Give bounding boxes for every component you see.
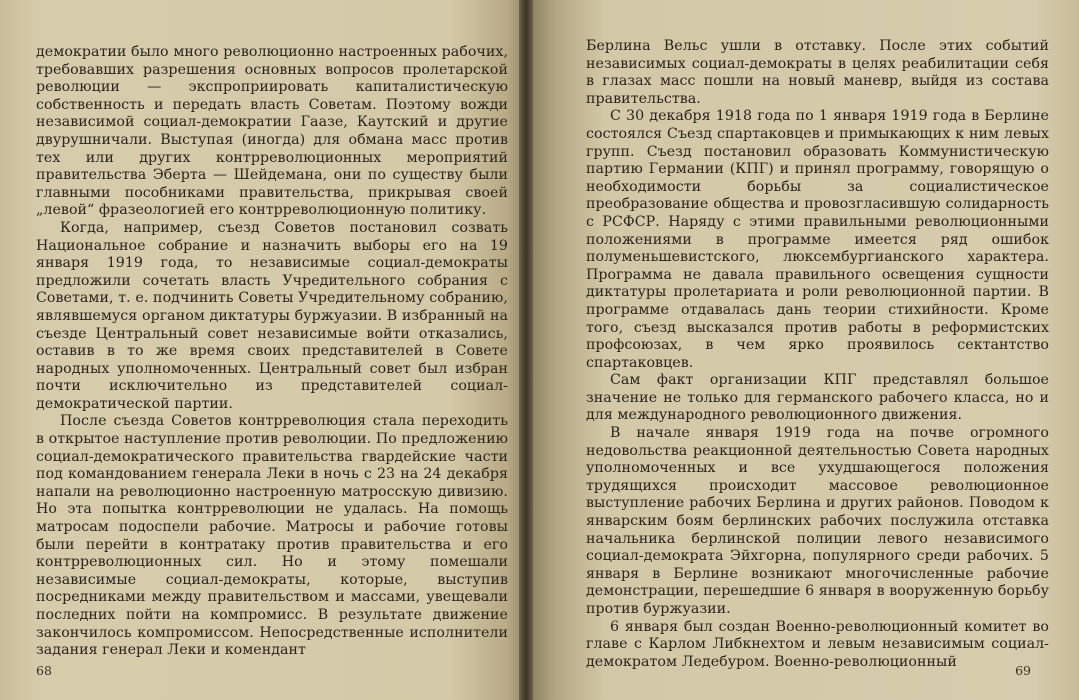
paragraph: 6 января был создан Военно-революционный комитет во главе с Карлом Либкнехтом и левым независимым социал-демократом Ледебуром. Военно-революционный bbox=[586, 618, 1049, 670]
paragraph: С 30 декабря 1918 года по 1 января 1919 года в Берлине состоялся Съезд спартаковцев и примыкающих к ним левых групп. Съезд постановил образовать Коммунистическую партию Германии (КПГ) и принял программу, говорящую о необходимости борьбы за социалистическое преобразование общества и провозгласившую солидарность с РСФСР. Наряду с этими правильными революционными положениями в программе имеется ряд ошибок полуменьшевистского, люксембургианского характера. Программа не давала правильного освещения сущности диктатуры пролетариата и роли революционной партии. В программе отдавалась дань теории стихийности. Кроме того, съезд высказался против работы в реформистских профсоюзах, в чем ярко проявилось сектантство спартаковцев. bbox=[586, 108, 1049, 371]
page-number: 68 bbox=[36, 663, 52, 678]
paragraph: Берлина Вельс ушли в отставку. После этих событий независимых социал-демократы в целях реабилитации себя в глазах масс пошли на новый маневр, выйдя из состава правительства. bbox=[586, 38, 1049, 107]
paragraph: демократии было много революционно настроенных рабочих, требовавших разрешения основных вопросов пролетарской революции — экспроприировать капиталистическую собственность и передать власть Советам. Поэтому вожди независимой социал-демократии Гаазе, Каутский и другие двурушничали. Выступая (иногда) для обмана масс против тех или других контрреволюционных мероприятий правительства Эберта — Шейдемана, они по существу были главными пособниками правительства, прикрывая своей „левой“ фразеологией его контрреволюционную политику. bbox=[36, 44, 508, 219]
left-page bbox=[0, 0, 528, 700]
page-number: 69 bbox=[1015, 663, 1031, 678]
paragraph: Сам факт организации КПГ представлял большое значение не только для германского рабочего класса, но и для международного революционного движения. bbox=[586, 372, 1049, 424]
paragraph: Когда, например, съезд Советов постановил созвать Национальное собрание и назначить выборы его на 19 января 1919 года, то независимые социал-демократы предложили сочетать власть Учредительного собрания с Советами, т. е. подчинить Советы Учредительному собранию, являвшемуся органом диктатуры буржуазии. В избранный на съезде Центральный совет независимые войти отказались, оставив в то же время своих представителей в Совете народных уполномоченных. Центральный совет был избран почти исключительно из представителей социал-демократической партии. bbox=[36, 219, 508, 412]
book-gutter bbox=[519, 0, 533, 700]
paragraph: После съезда Советов контрреволюция стала переходить в открытое наступление против революции. По предложению социал-демократического правительства гвардейские части под командованием генерала Леки в ночь с 23 на 24 декабря напали на революционно настроенную матросскую дивизию. Но эта попытка контрреволюции не удалась. На помощь матросам подоспели рабочие. Матросы и рабочие готовы были перейти в контратаку против правительства и его контрреволюционных сил. Но и этому помешали независимые социал-демократы, которые, выступив посредниками между правительством и массами, увещевали последних пойти на компромисс. В результате движение закончилось компромиссом. Непосредственные исполнители задания генерал Леки и комендант bbox=[36, 413, 508, 659]
paragraph: В начале января 1919 года на почве огромного недовольства реакционной деятельностью Совета народных уполномоченных и все ухудшающегося положения трудящихся происходит массовое революционное выступление рабочих Берлина и других районов. Поводом к январским боям берлинских рабочих послужила отставка начальника берлинской полиции левого независимого социал-демократа Эйхгорна, популярного среди рабочих. 5 января в Берлине возникают многочисленные рабочие демонстрации, перешедшие 6 января в вооруженную борьбу против буржуазии. bbox=[586, 425, 1049, 617]
right-page bbox=[528, 0, 1079, 700]
